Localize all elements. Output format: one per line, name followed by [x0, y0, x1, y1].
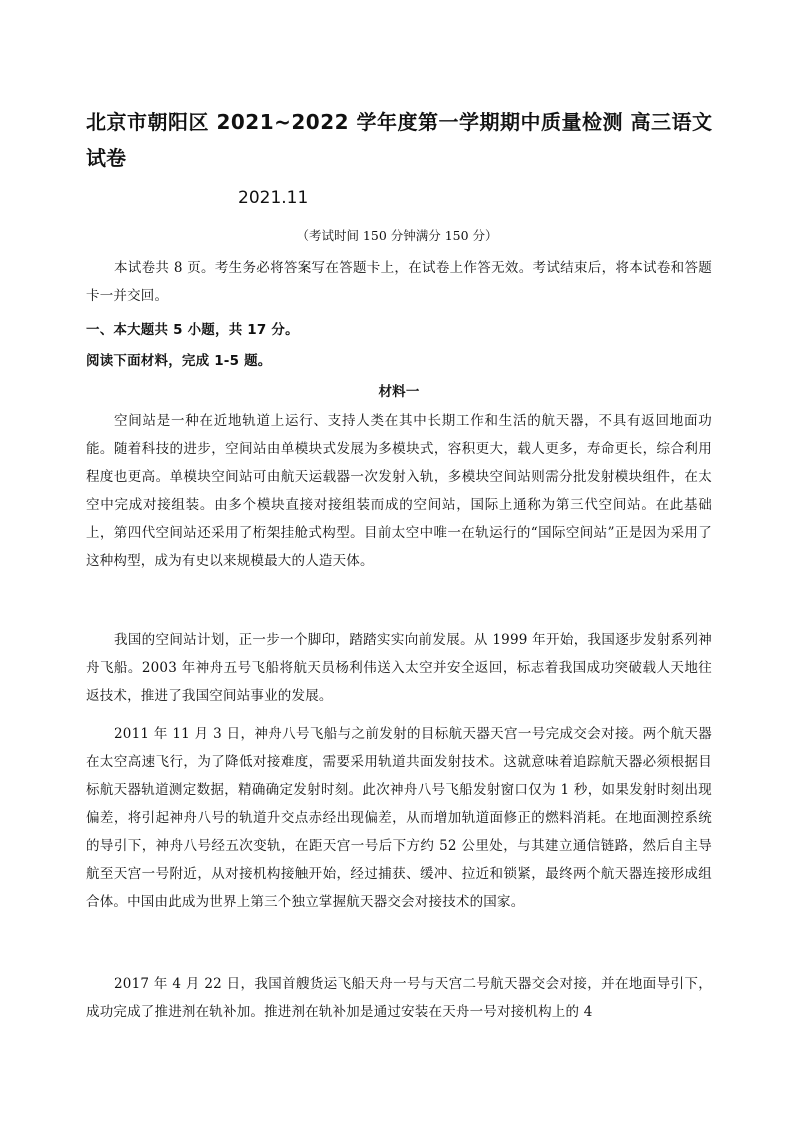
body-paragraph: 我国的空间站计划，正一步一个脚印，踏踏实实向前发展。从 1999 年开始，我国逐步发射系列神舟飞船。2003 年神舟五号飞船将航天员杨利伟送入太空并安全返回，标志着我国成功突破载人天地往返技术，推进了我国空间站事业的发展。 — [86, 632, 712, 704]
body-paragraph: 空间站是一种在近地轨道上运行、支持人类在其中长期工作和生活的航天器，不具有返回地面功能。随着科技的进步，空间站由单模块式发展为多模块式，容积更大，载人更多，寿命更长，综合利用程度也更高。单模块空间站可由航天运载器一次发射入轨，多模块空间站则需分批发射模块组件，在太空中完成对接组装。由多个模块直接对接组装而成的空间站，国际上通称为第三代空间站。在此基础上，第四代空间站还采用了桁架挂舱式构型。目前太空中唯一在轨运行的“国际空间站”正是因为采用了这种构型，成为有史以来规模最大的人造天体。 — [86, 413, 712, 569]
instructions-paragraph: 本试卷共 8 页。考生务必将答案写在答题卡上，在试卷上作答无效。考试结束后，将本试卷和答题卡一并交回。 — [86, 260, 712, 304]
body-paragraph: 2011 年 11 月 3 日，神舟八号飞船与之前发射的目标航天器天宫一号完成交会对接。两个航天器在太空高速飞行，为了降低对接难度，需要采用轨道共面发射技术。这就意味着追踪航天器必须根据目标航天器轨道测定数据，精确确定发射时刻。此次神舟八号飞船发射窗口仅为 1 秒，如果发射时刻出现偏差，将引起神舟八号的轨道升交点赤经出现偏差，从而增加轨道面修正的燃料消耗。在地面测控系统的导引下，神舟八号经五次变轨，在距天宫一号后下方约 52 公里处，与其建立通信链路，然后自主导航至天宫一号附近，从对接机构接触开始，经过捕获、缓冲、拉近和锁紧，最终两个航天器连接形成组合体。中国由此成为世界上第三个独立掌握航天器交会对接技术的国家。 — [86, 726, 712, 910]
reading-prompt: 阅读下面材料，完成 1-5 题。 — [86, 353, 272, 369]
material-title: 材料一 — [378, 384, 420, 400]
section-heading: 一、本大题共 5 小题，共 17 分。 — [86, 322, 299, 338]
body-paragraph: 2017 年 4 月 22 日，我国首艘货运飞船天舟一号与天宫二号航天器交会对接，并在地面导引下，成功完成了推进剂在轨补加。推进剂在轨补加是通过安装在天舟一号对接机构上的 4 — [86, 976, 712, 1020]
exam-duration-note: （考试时间 150 分钟满分 150 分） — [296, 228, 498, 243]
exam-date: 2021.11 — [238, 188, 309, 208]
document-title-continued: 试卷 — [86, 146, 126, 170]
document-title: 北京市朝阳区 2021~2022 学年度第一学期期中质量检测 高三语文 — [86, 110, 713, 134]
